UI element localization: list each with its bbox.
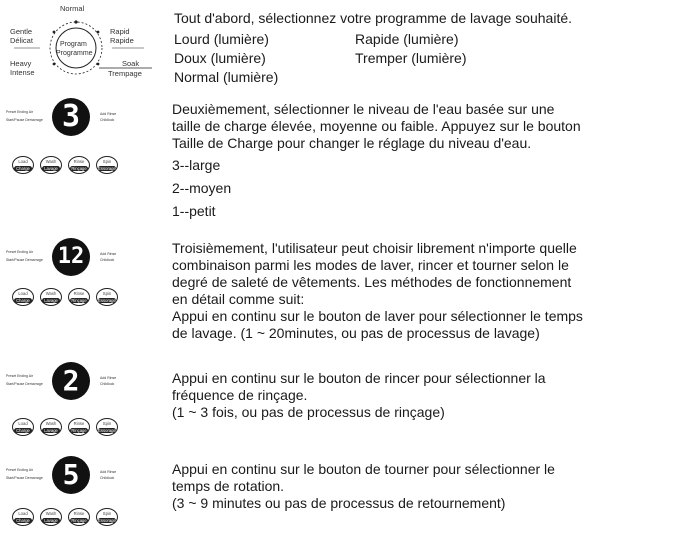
dial-label-rapid: Rapid (110, 27, 130, 36)
panel-label-childlock: Childlock (100, 476, 115, 480)
s2-level-1: 1--petit (172, 203, 216, 219)
s2-line-2: taille de charge élevée, moyenne ou faible. Appuyez sur le bouton (172, 118, 581, 134)
display-screen (52, 98, 90, 136)
load-button-bottom: Charge (14, 518, 32, 523)
display-screen (52, 238, 90, 276)
s4-line-3: (1 ~ 3 fois, ou pas de processus de rinçage) (172, 404, 445, 420)
dial-label-intense: Intense (10, 68, 35, 77)
wash-button-bottom: Lavage (42, 518, 60, 523)
s3-line-1: Troisièmement, l'utilisateur peut choisir librement n'importe quelle (172, 240, 577, 256)
display-digits: 2 (62, 364, 80, 397)
rinse-button (68, 418, 90, 436)
spin-button-top: Spin (102, 421, 112, 426)
control-panel-illustration-1 (4, 98, 164, 180)
spin-button (96, 508, 118, 526)
s4-line-1: Appui en continu sur le bouton de rincer pour sélectionner la (172, 370, 546, 386)
s2-level-3: 3--large (172, 157, 221, 173)
display-digits: 5 (62, 458, 80, 491)
s1-option-tremper: Tremper (lumière) (355, 50, 467, 66)
rinse-button-top: Rinse (73, 421, 85, 426)
load-button (12, 156, 34, 174)
panel-label-addrinse: Add Rinse (100, 112, 117, 116)
spin-button (96, 156, 118, 174)
spin-button (96, 288, 118, 306)
wash-button-top: Wash (45, 159, 57, 164)
control-panel-illustration-2 (4, 238, 164, 320)
load-button (12, 508, 34, 526)
panel-label-start: Start/Pause Demarrage (6, 476, 43, 480)
wash-button-bottom: Lavage (42, 298, 60, 303)
program-dial-illustration (4, 4, 154, 84)
rinse-button (68, 288, 90, 306)
panel-label-addrinse: Add Rinse (100, 470, 117, 474)
rinse-button-bottom: Rinçage (71, 298, 87, 303)
rinse-button (68, 508, 90, 526)
rinse-button-bottom: Rinçage (71, 518, 87, 523)
display-digits: 12 (57, 244, 85, 269)
panel-label-preset: Preset Ending Air (6, 250, 34, 254)
dial-center-program: Program (60, 41, 87, 48)
wash-button (40, 156, 62, 174)
s2-level-2: 2--moyen (172, 180, 232, 196)
panel-label-start: Start/Pause Demarrage (6, 382, 43, 386)
rinse-button-bottom: Rinçage (71, 428, 87, 433)
rinse-button-bottom: Rinçage (71, 166, 87, 171)
panel-label-start: Start/Pause Demarrage (6, 118, 43, 122)
dial-label-heavy: Heavy (10, 59, 32, 68)
load-button-bottom: Charge (14, 166, 32, 171)
wash-button-bottom: Lavage (42, 428, 60, 433)
wash-button (40, 508, 62, 526)
wash-button-top: Wash (45, 291, 57, 296)
dial-label-gentle: Gentle (10, 27, 33, 36)
dial-label-delicat: Délicat (10, 36, 33, 45)
s2-line-1: Deuxièmement, sélectionner le niveau de l'eau basée sur une (172, 101, 555, 117)
wash-button-top: Wash (45, 421, 57, 426)
rinse-button-top: Rinse (73, 291, 85, 296)
load-button-top: Load (18, 159, 28, 164)
s1-option-normal: Normal (lumière) (174, 69, 279, 85)
panel-label-childlock: Childlock (100, 118, 115, 122)
spin-button-top: Spin (102, 511, 112, 516)
s3-line-4: en détail comme suit: (172, 291, 305, 307)
panel-label-preset: Preset Ending Air (6, 110, 34, 114)
dial-center-programme: Programme (56, 50, 93, 57)
load-button (12, 288, 34, 306)
wash-button (40, 288, 62, 306)
spin-button-bottom: Essorage (98, 298, 116, 303)
control-panel-illustration-4 (4, 456, 164, 532)
s2-line-3: Taille de Charge pour changer le réglage du niveau d'eau. (172, 135, 532, 151)
load-button-bottom: Charge (14, 298, 32, 303)
spin-button-bottom: Essorage (98, 518, 116, 523)
control-panel-illustration-3 (4, 362, 164, 444)
s1-option-doux: Doux (lumière) (174, 50, 266, 66)
rinse-button-top: Rinse (73, 159, 85, 164)
display-digits: 3 (61, 99, 81, 134)
s4-line-2: fréquence de rinçage. (172, 387, 308, 403)
dial-label-soak: Soak (122, 59, 140, 68)
spin-button-top: Spin (102, 159, 112, 164)
dial-label-rapide: Rapide (110, 36, 134, 45)
dial-label-normal: Normal (60, 4, 85, 13)
s5-line-3: (3 ~ 9 minutes ou pas de processus de retournement) (172, 495, 506, 511)
panel-label-addrinse: Add Rinse (100, 376, 117, 380)
s5-line-1: Appui en continu sur le bouton de tourner pour sélectionner le (172, 461, 555, 477)
s3-line-5: Appui en continu sur le bouton de laver pour sélectionner le temps (172, 308, 583, 324)
panel-label-start: Start/Pause Demarrage (6, 258, 43, 262)
wash-button-top: Wash (45, 511, 57, 516)
panel-label-preset: Preset Ending Air (6, 374, 34, 378)
load-button-top: Load (18, 511, 28, 516)
s3-line-2: combinaison parmi les modes de laver, rincer et tourner selon le (172, 257, 569, 273)
panel-label-childlock: Childlock (100, 258, 115, 262)
spin-button (96, 418, 118, 436)
wash-button (40, 418, 62, 436)
s1-option-lourd: Lourd (lumière) (174, 31, 269, 47)
load-button (12, 418, 34, 436)
spin-button-bottom: Essorage (98, 166, 116, 171)
s3-line-3: degré de saleté de vêtements. Les méthodes de fonctionnement (172, 274, 572, 290)
rinse-button (68, 156, 90, 174)
load-button-top: Load (18, 421, 28, 426)
panel-label-addrinse: Add Rinse (100, 252, 117, 256)
rinse-button-top: Rinse (73, 511, 85, 516)
load-button-top: Load (18, 291, 28, 296)
s1-option-rapide: Rapide (lumière) (355, 31, 459, 47)
dial-label-trempage: Trempage (108, 69, 142, 78)
load-button-bottom: Charge (14, 428, 32, 433)
s1-intro: Tout d'abord, sélectionnez votre programme de lavage souhaité. (174, 10, 573, 26)
wash-button-bottom: Lavage (42, 166, 60, 171)
display-screen (52, 456, 90, 494)
spin-button-bottom: Essorage (98, 428, 116, 433)
s5-line-2: temps de rotation. (172, 478, 285, 494)
panel-label-childlock: Childlock (100, 382, 115, 386)
panel-label-preset: Preset Ending Air (6, 468, 34, 472)
spin-button-top: Spin (102, 291, 112, 296)
s3-line-6: de lavage. (1 ~ 20minutes, ou pas de processus de lavage) (172, 325, 540, 341)
display-screen (52, 362, 90, 400)
